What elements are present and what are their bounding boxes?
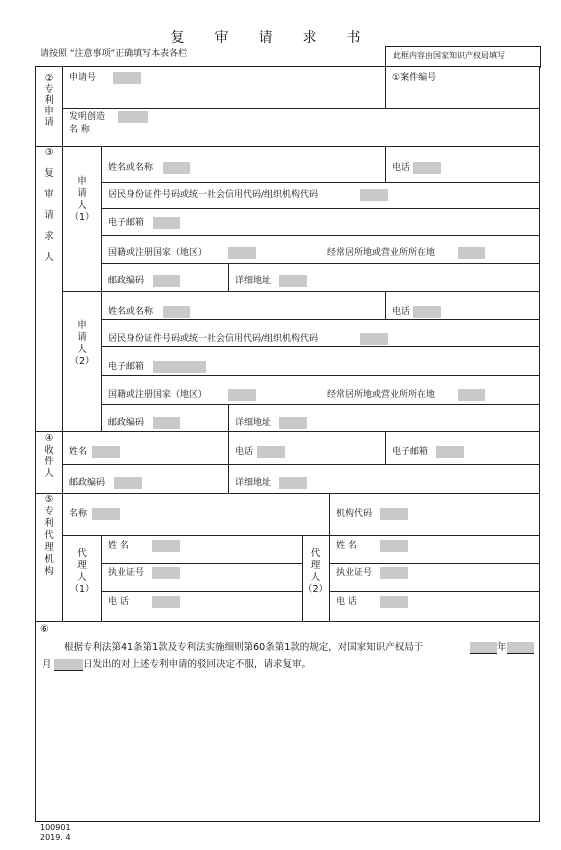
applicant-2-label: 申 请 人 （2）	[69, 320, 95, 367]
review-requester-section-label: ③ 复 审 请 求 人	[44, 147, 54, 263]
agent-1-phone-field[interactable]	[152, 596, 180, 608]
agency-code-field[interactable]	[380, 508, 408, 520]
applicant-2-email-label: 电子邮箱	[108, 362, 145, 372]
recipient-address-label: 详细地址	[235, 478, 272, 488]
agent-2-name-field[interactable]	[380, 540, 408, 552]
statement-text-a: 根据专利法第41条第1款及专利法实施细则第60条第1款的规定，对国家知识产权局于	[64, 642, 424, 653]
form-code: 100901	[40, 823, 71, 832]
applicant-1-phone-label: 电话	[392, 163, 411, 173]
recipient-phone-field[interactable]	[257, 446, 285, 458]
patent-application-section-label: ② 专 利 申 请	[44, 73, 54, 128]
applicant-1-residence-field[interactable]	[458, 247, 485, 259]
invention-name-field[interactable]	[118, 111, 148, 123]
form-frame	[35, 66, 540, 822]
recipient-address-field[interactable]	[279, 477, 307, 489]
applicant-1-nationality-label: 国籍或注册国家（地区）	[108, 248, 208, 258]
applicant-1-phone-field[interactable]	[413, 162, 441, 174]
applicant-2-phone-field[interactable]	[413, 306, 441, 318]
agent-2-phone-field[interactable]	[380, 596, 408, 608]
applicant-1-address-field[interactable]	[279, 275, 307, 287]
recipient-postcode-label: 邮政编码	[69, 478, 106, 488]
statement-text-b: 日发出的对上述专利申请的驳回决定不服，请求复审。	[83, 659, 312, 670]
statement-day-field[interactable]	[54, 659, 83, 671]
applicant-2-residence-field[interactable]	[458, 389, 485, 401]
agent-2-name-label: 姓 名	[336, 541, 357, 551]
agent-1-license-field[interactable]	[152, 567, 180, 579]
invention-name-label-2: 名 称	[69, 125, 90, 135]
recipient-email-field[interactable]	[436, 446, 464, 458]
agent-1-label: 代 理 人 （1）	[69, 548, 95, 595]
invention-name-label-1: 发明创造	[69, 112, 106, 122]
applicant-2-phone-label: 电话	[392, 307, 411, 317]
applicant-2-address-label: 详细地址	[235, 418, 272, 428]
recipient-email-label: 电子邮箱	[392, 447, 429, 457]
applicant-2-id-label: 居民身份证件号码或统一社会信用代码/组织机构代码	[108, 334, 319, 344]
applicant-2-address-field[interactable]	[279, 417, 307, 429]
recipient-name-label: 姓名	[69, 447, 88, 457]
agent-1-phone-label: 电 话	[108, 597, 129, 607]
applicant-1-name-field[interactable]	[163, 162, 190, 174]
office-use-note: 此框内容由国家知识产权局填写	[393, 51, 505, 60]
agency-name-label: 名称	[69, 509, 88, 519]
applicant-1-residence-label: 经常居所地或营业所所在地	[327, 248, 436, 258]
agent-2-license-field[interactable]	[380, 567, 408, 579]
patent-agency-section-label: ⑤ 专 利 代 理 机 构	[44, 494, 54, 577]
applicant-2-name-label: 姓名或名称	[108, 307, 154, 317]
applicant-1-address-label: 详细地址	[235, 276, 272, 286]
applicant-2-nationality-field[interactable]	[228, 389, 256, 401]
case-number-label: ①案件编号	[392, 73, 437, 83]
statement-extra-field[interactable]	[507, 642, 534, 654]
agent-2-phone-label: 电 话	[336, 597, 357, 607]
statement-year-label: 年	[497, 642, 507, 653]
applicant-1-id-field[interactable]	[360, 189, 388, 201]
office-box	[385, 46, 541, 68]
agency-code-label: 机构代码	[336, 509, 373, 519]
applicant-2-email-field[interactable]	[153, 361, 206, 373]
agent-2-label: 代 理 人 （2）	[302, 548, 329, 595]
application-number-field[interactable]	[113, 72, 141, 84]
form-title: 复审请求书	[170, 30, 391, 46]
applicant-2-nationality-label: 国籍或注册国家（地区）	[108, 390, 208, 400]
applicant-1-nationality-field[interactable]	[228, 247, 256, 259]
applicant-1-label: 申 请 人 （1）	[69, 176, 95, 223]
agent-1-name-field[interactable]	[152, 540, 180, 552]
recipient-postcode-field[interactable]	[114, 477, 142, 489]
agent-1-license-label: 执业证号	[108, 568, 145, 578]
applicant-2-postcode-label: 邮政编码	[108, 418, 145, 428]
instruction-text: 请按照 “注意事项”正确填写本表各栏	[40, 49, 188, 59]
applicant-2-name-field[interactable]	[163, 306, 190, 318]
form-date: 2019. 4	[40, 833, 71, 842]
agent-1-name-label: 姓 名	[108, 541, 129, 551]
agent-2-license-label: 执业证号	[336, 568, 373, 578]
applicant-1-email-label: 电子邮箱	[108, 218, 145, 228]
recipient-phone-label: 电话	[235, 447, 254, 457]
application-number-label: 申请号	[69, 73, 97, 83]
statement-year-field[interactable]	[470, 642, 497, 654]
recipient-name-field[interactable]	[92, 446, 120, 458]
applicant-1-name-label: 姓名或名称	[108, 163, 154, 173]
agency-name-field[interactable]	[92, 508, 120, 520]
applicant-2-residence-label: 经常居所地或营业所所在地	[327, 390, 436, 400]
applicant-1-postcode-field[interactable]	[153, 275, 180, 287]
applicant-2-postcode-field[interactable]	[153, 417, 180, 429]
statement-month-label: 月	[42, 659, 52, 670]
applicant-1-id-label: 居民身份证件号码或统一社会信用代码/组织机构代码	[108, 190, 319, 200]
applicant-1-email-field[interactable]	[153, 217, 180, 229]
recipient-section-label: ④ 收 件 人	[44, 433, 54, 479]
statement-section-label: ⑥	[40, 624, 49, 635]
applicant-2-id-field[interactable]	[360, 333, 388, 345]
applicant-1-postcode-label: 邮政编码	[108, 276, 145, 286]
